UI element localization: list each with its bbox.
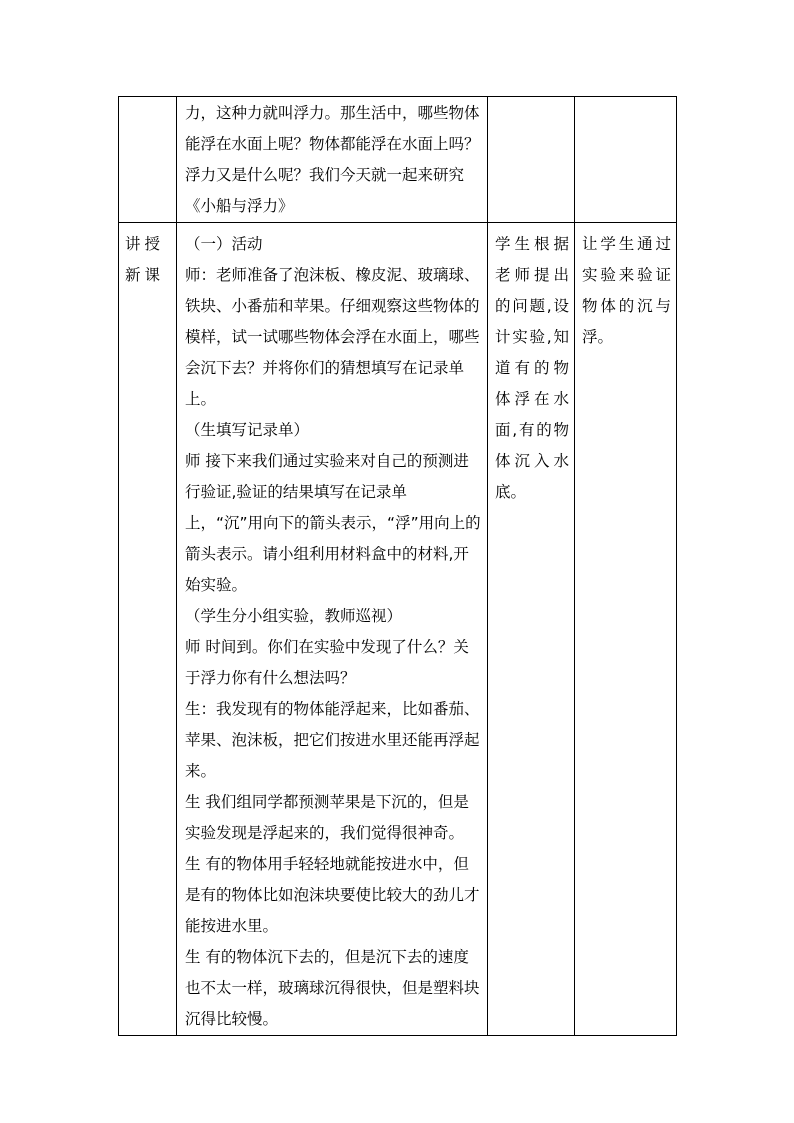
content-paragraph: 师：老师准备了泡沫板、橡皮泥、玻璃球、铁块、小番茄和苹果。仔细观察这些物体的模样，试一试哪些物体会浮在水面上，哪些会沉下去？并将你们的猜想填写在记录单上。 (185, 266, 480, 408)
section-label: 讲授新课 (125, 235, 165, 284)
lesson-plan-table (118, 96, 677, 1036)
table-row-intro (119, 97, 677, 223)
section-label-cell-empty (119, 97, 177, 223)
teaching-content-cell (177, 97, 488, 223)
design-intent-cell (575, 223, 677, 1036)
content-paragraph: 生 我们组同学都预测苹果是下沉的，但是实验发现是浮起来的，我们觉得很神奇。 (185, 793, 469, 842)
design-intent-cell-empty (575, 97, 677, 223)
content-paragraph: 师 接下来我们通过实验来对自己的预测进行验证,验证的结果填写在记录单上，“沉”用向下的箭头表示，“浮”用向上的箭头表示。请小组利用材料盒中的材料,开始实验。 (185, 452, 481, 594)
student-activity-text: 学生根据老师提出的问题,设计实验,知道有的物体浮在水面,有的物体沉入水底。 (495, 235, 569, 501)
content-paragraph: 师 时间到。你们在实验中发现了什么？关于浮力你有什么想法吗？ (185, 638, 469, 687)
content-paragraph: （生填写记录单） (185, 421, 310, 439)
teaching-content-cell (177, 223, 488, 1036)
content-paragraph: （学生分小组实验，教师巡视） (185, 607, 403, 625)
content-paragraph: 力，这种力就叫浮力。那生活中，哪些物体能浮在水面上呢？物体都能浮在水面上吗？浮力又是什么呢？我们今天就一起来研究《小船与浮力》 (185, 104, 480, 215)
content-paragraph: 生 有的物体用手轻轻地就能按进水中，但是有的物体比如泡沫块要使比较大的劲儿才能按进水里。 (185, 855, 480, 935)
table-row-new-lesson (119, 223, 677, 1036)
content-paragraph: 生：我发现有的物体能浮起来，比如番茄、苹果、泡沫板，把它们按进水里还能再浮起来。 (185, 700, 480, 780)
student-activity-cell (488, 223, 575, 1036)
design-intent-text: 让学生通过实验来验证物体的沉与浮。 (582, 235, 671, 346)
activity-heading: （一）活动 (185, 235, 263, 253)
student-activity-cell-empty (488, 97, 575, 223)
section-label-cell (119, 223, 177, 1036)
content-paragraph: 生 有的物体沉下去的，但是沉下去的速度也不太一样，玻璃球沉得很快，但是塑料块沉得比较慢。 (185, 948, 480, 1028)
